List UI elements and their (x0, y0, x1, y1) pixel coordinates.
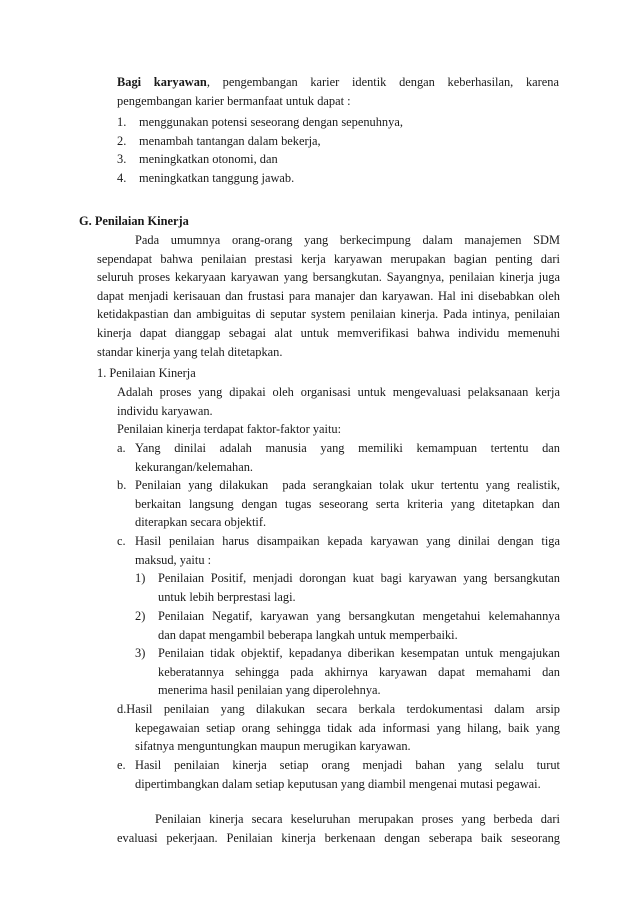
paragraph-line: keberatannya sehingga pada akhirnya karyawan dapat memahami dan (158, 664, 560, 679)
paragraph-line: maksud, yaitu : (135, 552, 212, 567)
list-item (117, 169, 559, 188)
paragraph-line: individu karyawan. (117, 403, 213, 418)
section-g-heading (79, 212, 189, 231)
paragraph-line: dan dapat mengambil beberapa langkah untuk memperbaiki. (158, 627, 458, 642)
paragraph-line: kekurangan/kelemahan. (135, 459, 254, 474)
sub-item-number: 2) (135, 609, 146, 623)
item-a-label: a. (117, 441, 126, 455)
list-item (117, 132, 559, 151)
list-item-number: 3. (117, 152, 127, 167)
item-e-label: e. (117, 758, 126, 772)
paragraph-line: Adalah proses yang dipakai oleh organisasi untuk mengevaluasi pelaksanaan kerja (117, 385, 560, 399)
paragraph-line: Penilaian Negatif, karyawan yang bersangkutan mengetahui kelemahannya (158, 609, 560, 623)
list-item-number: 1. (117, 115, 127, 129)
paragraph-line: menerima hasil penilaian yang diperolehnya. (158, 683, 381, 698)
paragraph-line: seluruh proses kekaryaan karyawan yang bersangkutan. Sayangnya, penilaian kinerja juga (97, 270, 560, 285)
paragraph-line: Pada umumnya orang-orang yang berkecimpung dalam manajemen SDM (135, 233, 560, 247)
list-item-text: menambah tantangan dalam bekerja, (139, 133, 321, 148)
paragraph-line: diterapkan secara objektif. (135, 515, 267, 530)
intro-list (117, 113, 559, 187)
item-d (117, 700, 560, 756)
paragraph-line: Penilaian tidak objektif, kepadanya diberikan kesempatan untuk mengajukan (158, 646, 560, 660)
paragraph-line: dipertimbangkan dalam setiap keputusan yang diambil mengenai mutasi pegawai. (135, 776, 541, 791)
paragraph-line: Penilaian yang dilakukan pada serangkaian tolak ukur tertentu yang realistik, (135, 478, 560, 492)
intro-bold-lead: Bagi karyawan (117, 75, 207, 89)
list-item-number: 2. (117, 133, 127, 148)
list-item-text: meningkatkan tanggung jawab. (139, 170, 295, 185)
paragraph-line: sependapat bahwa penilaian prestasi kerja karyawan merupakan bagian penting dari (97, 251, 560, 266)
paragraph-line: evaluasi pekerjaan. Penilaian kinerja berkenaan dengan seberapa baik seseorang (117, 830, 560, 845)
paragraph-line: standar kinerja yang telah ditetapkan. (97, 344, 283, 359)
paragraph-line: Penilaian kinerja secara keseluruhan merupakan proses yang berbeda dari (155, 812, 560, 826)
sub-item-number: 1) (135, 571, 146, 585)
list-item-text: menggunakan potensi seseorang dengan sepenuhnya, (139, 115, 403, 129)
sub-item-2 (158, 607, 560, 644)
item-e (135, 756, 560, 793)
list-item-number: 4. (117, 170, 127, 185)
paragraph-line: kinerja dapat dianggap sebagai alat untuk memverifikasi bahwa individu memenuhi (97, 325, 560, 340)
intro-line-1-rest: , pengembangan karier identik dengan keberhasilan, karena (206, 75, 559, 89)
item-a (135, 439, 560, 476)
paragraph-line: untuk lebih berprestasi lagi. (158, 589, 296, 604)
sub-item-3 (158, 644, 560, 700)
paragraph-line: kepegawaian setiap orang sehingga tidak ada informasi yang hilang, baik yang (135, 720, 560, 735)
sub-item-1 (158, 569, 560, 606)
intro-line-2: pengembangan karier bermanfaat untuk dapat : (117, 93, 351, 108)
section-g-heading-text: G. Penilaian Kinerja (79, 214, 189, 228)
list-item-text: meningkatkan otonomi, dan (139, 152, 278, 167)
paragraph-line: Yang dinilai adalah manusia yang memiliki kemampuan tertentu dan (135, 441, 560, 455)
section-g-paragraph (97, 231, 560, 361)
subsection-1-heading: 1. Penilaian Kinerja (97, 366, 196, 380)
sub-item-number: 3) (135, 646, 146, 660)
intro-paragraph (117, 73, 559, 110)
paragraph-line: Hasil penilaian kinerja setiap orang menjadi bahan yang selalu turut (135, 758, 560, 772)
item-c-label: c. (117, 534, 126, 548)
paragraph-line: sifatnya menguntungkan maupun merugikan karyawan. (135, 739, 411, 754)
closing-paragraph (117, 810, 560, 847)
list-item (117, 113, 559, 132)
list-item (117, 150, 559, 169)
item-b-label: b. (117, 478, 127, 492)
definition-paragraph (117, 383, 560, 439)
intro-line-1 (117, 73, 559, 92)
paragraph-line: Penilaian Positif, menjadi dorongan kuat bagi karyawan yang bersangkutan (158, 571, 560, 585)
factors-intro: Penilaian kinerja terdapat faktor-faktor yaitu: (117, 422, 342, 437)
paragraph-line: berkaitan langsung dengan tugas seseorang serta kriteria yang ditetapkan dan (135, 496, 560, 511)
paragraph-line: d.Hasil penilaian yang dilakukan secara berkala terdokumentasi dalam arsip (117, 702, 560, 716)
paragraph-line: Hasil penilaian harus disampaikan kepada karyawan yang dinilai dengan tiga (135, 534, 560, 548)
paragraph-line: dapat menjadi kerisauan dan frustasi para manajer dan karyawan. Hal ini disebabkan oleh (97, 288, 560, 303)
item-c (135, 532, 560, 569)
item-b (135, 476, 560, 532)
paragraph-line: ketidakpastian dan ambiguitas di seputar system penilaian kinerja. Pada intinya, penilaian (97, 307, 560, 322)
